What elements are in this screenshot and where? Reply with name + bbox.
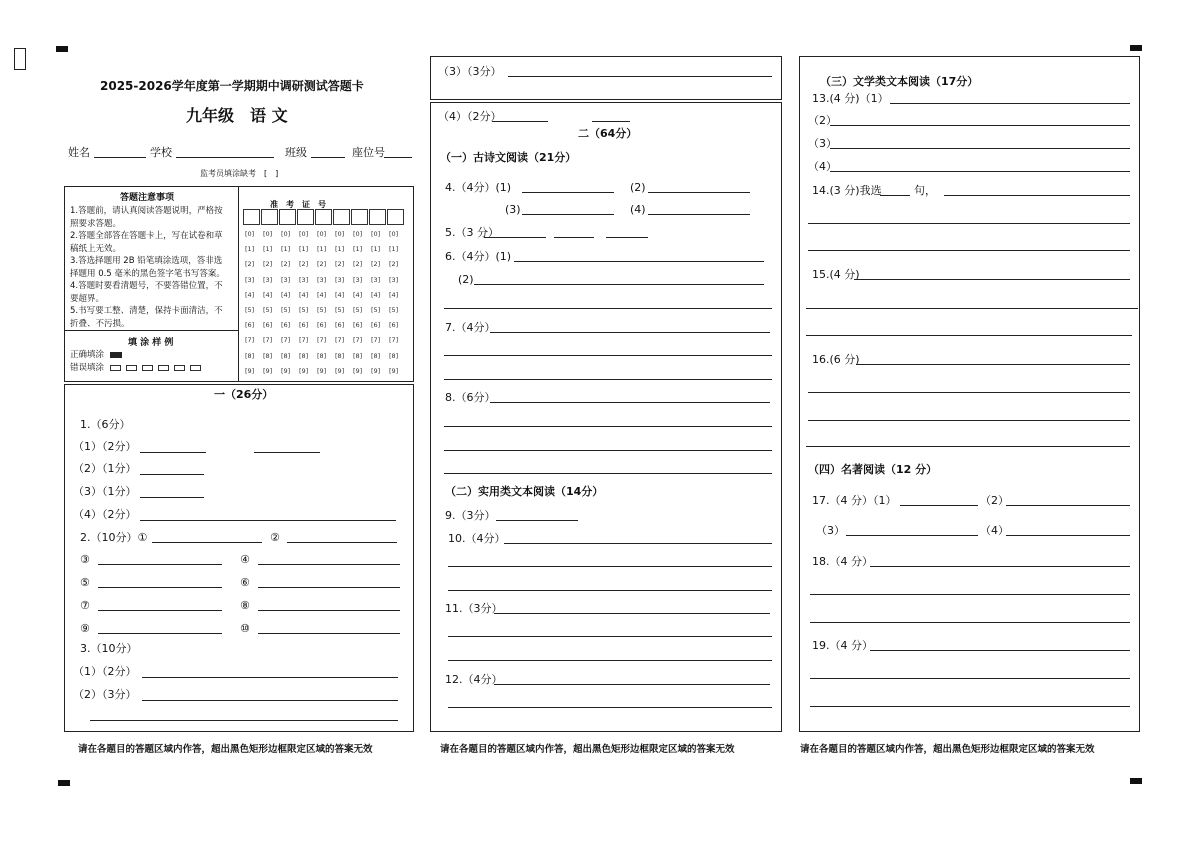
q2-mark-label: ⑤ (80, 576, 90, 589)
correct-fill-label: 正确填涂 (70, 350, 105, 360)
footer-warning-col3: 请在各题目的答题区域内作答，超出黑色矩形边框限定区域的答案无效 (800, 744, 1095, 755)
q2-answer-line[interactable] (98, 633, 222, 634)
exam-id-bubble[interactable]: [7] (317, 336, 327, 345)
exam-id-bubble[interactable]: [5] (389, 306, 399, 314)
exam-id-bubble[interactable]: [0] (245, 230, 255, 238)
q3-part2-answer[interactable] (142, 700, 398, 701)
exam-id-bubble[interactable]: [6] (299, 321, 309, 330)
q8-answer-4[interactable] (444, 473, 772, 474)
q7-label: 7.（4分） (445, 321, 496, 334)
wrong-fill-sample-check (110, 365, 121, 371)
q5-answer-1[interactable] (484, 237, 546, 238)
q13-answer-4[interactable] (830, 171, 1130, 172)
exam-id-bubble[interactable]: [1] (335, 245, 345, 254)
exam-id-bubble[interactable]: [5] (353, 306, 363, 314)
wrong-fill-sample-center (174, 365, 185, 371)
q2-mark-label: ⑨ (80, 622, 90, 635)
notice-line: 折叠、不污损。 (70, 318, 130, 329)
q7-answer-2[interactable] (444, 355, 772, 356)
notice-line: 择题用 0.5 毫米的黑色签字笔书写答案。 (70, 268, 225, 279)
exam-id-bubble[interactable]: [4] (245, 290, 255, 299)
notice-divider-horizontal (64, 330, 238, 331)
q13-answer-1[interactable] (890, 103, 1130, 104)
exam-id-bubble[interactable]: [4] (263, 290, 273, 299)
q9-label: 9.（3分） (445, 509, 496, 522)
q10-label: 10.（4分） (448, 532, 506, 545)
exam-id-bubble[interactable]: [2] (263, 260, 273, 269)
exam-id-bubble[interactable]: [3] (299, 275, 309, 284)
q17-mark-2: （2） (980, 494, 1009, 507)
exam-id-bubble[interactable]: [3] (281, 275, 291, 284)
footer-warning-col1: 请在各题目的答题区域内作答，超出黑色矩形边框限定区域的答案无效 (78, 744, 373, 755)
exam-id-bubble[interactable]: [9] (263, 366, 273, 375)
q4-label: 4.（4分）(1) (445, 181, 512, 194)
q11-answer-1[interactable] (494, 613, 770, 614)
exam-id-bubble[interactable]: [3] (263, 275, 273, 284)
q16-label: 16.(6 分) (812, 353, 860, 366)
exam-id-bubble[interactable]: [3] (353, 275, 363, 284)
q1-part3-label: （3）（1分） (73, 485, 137, 498)
q2-answer-line[interactable] (98, 587, 222, 588)
proctor-absent-label: 监考员填涂缺考 [ ] (200, 169, 279, 178)
q2-answer-line[interactable] (258, 610, 400, 611)
exam-id-bubble[interactable]: [5] (245, 306, 255, 314)
q2-mark-label: ⑦ (80, 599, 90, 612)
exam-id-bubble[interactable]: [6] (263, 321, 273, 330)
exam-id-bubble[interactable]: [5] (263, 306, 273, 314)
col3-box (799, 56, 1140, 732)
q2-mark-label: ③ (80, 553, 90, 566)
exam-id-bubble[interactable]: [4] (281, 290, 291, 299)
q18-answer-1[interactable] (870, 566, 1130, 567)
q17-label: 17.（4 分）（1） (812, 494, 897, 507)
class-label: 班级 (285, 146, 307, 159)
q4-answer-3[interactable] (522, 214, 614, 215)
q3-part1-answer[interactable] (142, 677, 398, 678)
name-field[interactable] (94, 157, 146, 158)
exam-id-bubble[interactable]: [4] (353, 290, 363, 299)
exam-id-bubble[interactable]: [3] (389, 275, 399, 284)
exam-id-bubble[interactable]: [0] (371, 230, 381, 238)
exam-id-bubble[interactable]: [6] (389, 321, 399, 330)
q18-answer-2[interactable] (810, 594, 1130, 595)
q5-label: 5.（3 分） (445, 226, 499, 239)
q9-answer[interactable] (496, 520, 578, 521)
exam-id-digit-box[interactable] (279, 209, 296, 225)
q16-answer-2[interactable] (808, 392, 1130, 393)
q11-answer-2[interactable] (448, 636, 772, 637)
sub4-heading: （四）名著阅读（12 分） (808, 463, 938, 476)
notice-line: 稿纸上无效。 (70, 243, 122, 254)
exam-id-bubble[interactable]: [4] (389, 290, 399, 299)
exam-id-bubble[interactable]: [5] (317, 306, 327, 314)
q15-answer-1[interactable] (854, 279, 1130, 280)
wrong-fill-sample-half (142, 365, 153, 371)
q19-label: 19.（4 分） (812, 639, 873, 652)
exam-id-bubble[interactable]: [8] (335, 351, 345, 360)
exam-id-digit-box[interactable] (369, 209, 386, 225)
q1-label: 1.（6分） (80, 418, 131, 431)
q8-label: 8.（6分） (445, 391, 496, 404)
exam-id-bubble[interactable]: [5] (281, 306, 291, 314)
exam-id-bubble[interactable]: [8] (299, 351, 309, 360)
q2-label: 2.（10分）① (80, 531, 148, 544)
sub1-heading: （一）古诗文阅读（21分） (440, 151, 577, 164)
exam-id-bubble[interactable]: [7] (281, 336, 291, 345)
exam-id-bubble[interactable]: [1] (317, 245, 327, 254)
exam-id-bubble[interactable]: [9] (245, 366, 255, 375)
q13-mark-2: （2） (808, 114, 837, 127)
q6-answer-3[interactable] (444, 308, 772, 309)
exam-id-bubble[interactable]: [7] (263, 336, 273, 345)
exam-id-bubble[interactable]: [1] (263, 245, 273, 254)
notice-line: 2.答题全部答在答题卡上，写在试卷和草 (70, 231, 223, 241)
q14-answer-2[interactable] (808, 223, 1130, 224)
timing-mark-top-left (56, 46, 68, 52)
q19-answer-2[interactable] (810, 678, 1130, 679)
exam-id-bubble[interactable]: [5] (299, 306, 309, 314)
timing-mark-bottom-right (1130, 778, 1142, 784)
q12-label: 12.（4分） (445, 673, 503, 686)
notice-line: 4.答题时要看清题号，不要答错位置，不 (70, 281, 223, 291)
exam-id-bubble[interactable]: [1] (281, 245, 291, 254)
exam-id-bubble[interactable]: [2] (335, 260, 345, 269)
q8-answer-1[interactable] (490, 402, 770, 403)
exam-id-bubble[interactable]: [6] (281, 321, 291, 330)
exam-id-digit-box[interactable] (261, 209, 278, 225)
section2-heading: 二（64分） (578, 127, 638, 140)
notice-text (70, 205, 225, 330)
q6-answer-1[interactable] (514, 261, 764, 262)
exam-id-bubble[interactable]: [2] (371, 260, 381, 269)
q4-answer-1[interactable] (522, 192, 614, 193)
col2-main-box (430, 102, 782, 732)
exam-id-bubble[interactable]: [6] (371, 321, 381, 330)
exam-id-bubble[interactable]: [0] (281, 230, 291, 238)
q3-part2-answer-cont[interactable] (90, 720, 398, 721)
q6-answer-2[interactable] (474, 284, 764, 285)
footer-warning-col2: 请在各题目的答题区域内作答，超出黑色矩形边框限定区域的答案无效 (440, 744, 735, 755)
exam-id-bubble[interactable]: [2] (281, 260, 291, 269)
q11-label: 11.（3分） (445, 602, 503, 615)
q10-answer-1[interactable] (504, 543, 772, 544)
exam-id-bubble[interactable]: [7] (245, 336, 255, 345)
exam-id-bubble[interactable]: [9] (389, 366, 399, 375)
q5-answer-2[interactable] (554, 237, 594, 238)
q14-sentence-blank[interactable] (880, 195, 910, 196)
q17-mark-4: （4） (980, 524, 1009, 537)
q17-answer-2[interactable] (1006, 505, 1130, 506)
q10-answer-3[interactable] (448, 590, 772, 591)
q15-answer-3[interactable] (806, 335, 1132, 336)
name-label: 姓名 (68, 146, 90, 159)
q2-answer-1[interactable] (152, 542, 262, 543)
exam-id-digit-box[interactable] (297, 209, 314, 225)
q17-answer-4[interactable] (1006, 535, 1130, 536)
notice-divider-vertical (238, 186, 239, 382)
class-field[interactable] (311, 157, 345, 158)
school-label: 学校 (150, 146, 172, 159)
q4-mark-3: (3) (505, 203, 521, 216)
page-subtitle: 九年级 语 文 (186, 106, 288, 125)
exam-id-bubble[interactable]: [5] (371, 306, 381, 314)
exam-id-bubble[interactable]: [3] (245, 275, 255, 284)
exam-id-bubble[interactable]: [2] (245, 260, 255, 269)
q16-answer-3[interactable] (808, 420, 1130, 421)
q1-4-answer-a[interactable] (492, 121, 548, 122)
exam-id-bubble[interactable]: [7] (335, 336, 345, 345)
q2-mark-label: ⑥ (240, 576, 250, 589)
q2-mark-label: ⑩ (240, 622, 250, 635)
exam-id-bubble[interactable]: [9] (335, 366, 345, 375)
q1-part4-answer[interactable] (140, 520, 396, 521)
q1-part3-answer[interactable] (140, 497, 204, 498)
notice-line: 5.书写要工整、清楚，保持卡面清洁，不 (70, 306, 223, 316)
q1-3-label: （3）（3分） (438, 65, 502, 78)
exam-id-bubble[interactable]: [8] (263, 351, 273, 360)
exam-id-bubble[interactable]: [0] (299, 230, 309, 238)
q4-mark-2: (2) (630, 181, 646, 194)
q2-mark-2: ② (270, 531, 280, 544)
exam-id-digit-box[interactable] (243, 209, 260, 225)
exam-id-bubble[interactable]: [1] (245, 245, 255, 254)
q4-answer-2[interactable] (648, 192, 750, 193)
exam-id-bubble[interactable]: [8] (281, 351, 291, 360)
q3-part2-label: （2）（3分） (73, 688, 137, 701)
q11-answer-3[interactable] (448, 660, 772, 661)
exam-id-bubble[interactable]: [1] (389, 245, 399, 254)
exam-id-bubble[interactable]: [9] (281, 366, 291, 375)
q17-answer-1[interactable] (900, 505, 978, 506)
exam-id-bubble[interactable]: [1] (371, 245, 381, 254)
exam-id-digit-box[interactable] (387, 209, 404, 225)
q8-answer-3[interactable] (444, 450, 772, 451)
q3-part1-label: （1）（2分） (73, 665, 137, 678)
exam-id-bubble[interactable]: [3] (317, 275, 327, 284)
exam-id-bubble[interactable]: [6] (245, 321, 255, 330)
corner-bracket (14, 48, 26, 70)
col2-top-box (430, 56, 782, 100)
q12-answer-2[interactable] (448, 707, 772, 708)
q2-answer-line[interactable] (258, 587, 400, 588)
timing-mark-bottom-left (58, 780, 70, 786)
q6-label: 6.（4分）(1) (445, 250, 512, 263)
q2-mark-label: ④ (240, 553, 250, 566)
exam-id-bubble[interactable]: [6] (317, 321, 327, 330)
q14-label: 14.(3 分)我选 (812, 184, 882, 197)
q14-answer-1[interactable] (944, 195, 1130, 196)
q4-answer-4[interactable] (648, 214, 750, 215)
q2-answer-line[interactable] (258, 633, 400, 634)
page-title: 2025-2026学年度第一学期期中调研测试答题卡 (100, 79, 364, 93)
q4-mark-4: (4) (630, 203, 646, 216)
timing-mark-top-right (1130, 45, 1142, 51)
exam-id-bubble[interactable]: [4] (317, 290, 327, 299)
q1-part2-label: （2）（1分） (73, 462, 137, 475)
exam-id-bubble[interactable]: [8] (371, 351, 381, 360)
q13-label: 13.(4 分)（1） (812, 92, 889, 105)
exam-id-bubble[interactable]: [0] (353, 230, 363, 238)
seat-label: 座位号 (352, 146, 385, 159)
q16-answer-4[interactable] (806, 446, 1130, 447)
q1-part1-label: （1）（2分） (73, 440, 137, 453)
q13-answer-2[interactable] (830, 125, 1130, 126)
q13-mark-4: （4） (808, 160, 837, 173)
q17-answer-3[interactable] (846, 535, 978, 536)
q18-answer-3[interactable] (810, 622, 1130, 623)
q7-answer-1[interactable] (490, 332, 770, 333)
q3-label: 3.（10分） (80, 642, 138, 655)
q1-part2-answer[interactable] (140, 474, 204, 475)
q16-answer-1[interactable] (856, 364, 1130, 365)
notice-line: 照要求答题。 (70, 218, 122, 229)
q13-answer-3[interactable] (830, 148, 1130, 149)
q10-answer-2[interactable] (448, 566, 772, 567)
exam-id-bubble[interactable]: [7] (389, 336, 399, 345)
exam-id-bubble[interactable]: [2] (317, 260, 327, 269)
exam-id-bubble[interactable]: [0] (317, 230, 327, 238)
q5-answer-3[interactable] (606, 237, 648, 238)
notice-line: 1.答题前，请认真阅读答题说明，严格按 (70, 206, 223, 216)
q2-answer-line[interactable] (98, 610, 222, 611)
exam-id-bubble[interactable]: [6] (335, 321, 345, 330)
q1-4-answer-b[interactable] (592, 121, 630, 122)
exam-id-bubble[interactable]: [3] (335, 275, 345, 284)
wrong-fill-sample-line (190, 365, 201, 371)
school-field[interactable] (176, 157, 274, 158)
exam-id-bubble[interactable]: [0] (263, 230, 273, 238)
exam-id-bubble[interactable]: [1] (353, 245, 363, 254)
q1-part4-label: （4）（2分） (73, 508, 137, 521)
exam-id-bubble[interactable]: [7] (371, 336, 381, 345)
exam-id-bubble[interactable]: [8] (353, 351, 363, 360)
exam-id-bubble[interactable]: [3] (371, 275, 381, 284)
section1-box (64, 384, 414, 732)
exam-id-bubble[interactable]: [2] (299, 260, 309, 269)
notice-heading: 答题注意事项 (120, 193, 175, 203)
q12-answer-1[interactable] (494, 684, 770, 685)
q19-answer-3[interactable] (810, 706, 1130, 707)
q14-answer-3[interactable] (808, 250, 1130, 251)
exam-id-bubble[interactable]: [8] (389, 351, 399, 360)
q2-answer-line[interactable] (98, 564, 222, 565)
exam-id-bubble[interactable]: [4] (335, 290, 345, 299)
q17-mark-3: （3） (816, 524, 845, 537)
wrong-fill-label: 错误填涂 (70, 363, 105, 373)
q1-part1-answer-b[interactable] (254, 452, 320, 453)
notice-line: 要超界。 (70, 293, 105, 304)
q19-answer-1[interactable] (870, 650, 1130, 651)
correct-fill-sample (110, 352, 122, 358)
exam-id-digit-box[interactable] (315, 209, 332, 225)
exam-id-bubble[interactable]: [5] (335, 306, 345, 314)
sub2-heading: （二）实用类文本阅读（14分） (445, 485, 604, 498)
exam-id-bubble[interactable]: [9] (317, 366, 327, 375)
exam-id-bubble[interactable]: [0] (335, 230, 345, 238)
exam-id-bubble[interactable]: [7] (299, 336, 309, 345)
exam-id-bubble[interactable]: [0] (389, 230, 399, 238)
q7-answer-3[interactable] (444, 379, 772, 380)
exam-id-digit-box[interactable] (333, 209, 350, 225)
sub3-heading: （三）文学类文本阅读（17分） (820, 75, 979, 88)
exam-id-label: 准 考 证 号 (270, 200, 326, 209)
exam-id-digit-box[interactable] (351, 209, 368, 225)
exam-id-bubble[interactable]: [4] (299, 290, 309, 299)
q1-3-answer[interactable] (508, 76, 772, 77)
q15-label: 15.(4 分) (812, 268, 860, 281)
q8-answer-2[interactable] (444, 426, 772, 427)
q13-mark-3: （3） (808, 137, 837, 150)
sample-heading: 填 涂 样 例 (128, 338, 174, 348)
exam-id-bubble[interactable]: [6] (353, 321, 363, 330)
q14-label-suffix: 句， (914, 184, 936, 197)
q2-mark-label: ⑧ (240, 599, 250, 612)
exam-id-bubble[interactable]: [8] (245, 351, 255, 360)
seat-field[interactable] (384, 157, 412, 158)
wrong-fill-sample-cross (126, 365, 137, 371)
notice-line: 3.答选择题用 2B 铅笔填涂选项，答非选 (70, 256, 223, 266)
exam-id-bubble[interactable]: [7] (353, 336, 363, 345)
exam-id-bubble[interactable]: [9] (353, 366, 363, 375)
q15-answer-2[interactable] (806, 308, 1138, 309)
q2-answer-2[interactable] (287, 542, 397, 543)
exam-id-bubble[interactable]: [2] (389, 260, 399, 269)
exam-id-bubble[interactable]: [1] (299, 245, 309, 254)
exam-id-bubble[interactable]: [2] (353, 260, 363, 269)
q1-4-label: （4）（2分） (438, 110, 502, 123)
q6-mark-2: (2) (458, 273, 474, 286)
q18-label: 18.（4 分） (812, 555, 873, 568)
exam-id-bubble[interactable]: [4] (371, 290, 381, 299)
wrong-fill-sample-split (158, 365, 169, 371)
exam-id-bubble[interactable]: [8] (317, 351, 327, 360)
exam-id-bubble[interactable]: [9] (299, 366, 309, 375)
q1-part1-answer-a[interactable] (140, 452, 206, 453)
exam-id-bubble[interactable]: [9] (371, 366, 381, 375)
section1-heading: 一（26分） (214, 388, 274, 401)
q2-answer-line[interactable] (258, 564, 400, 565)
